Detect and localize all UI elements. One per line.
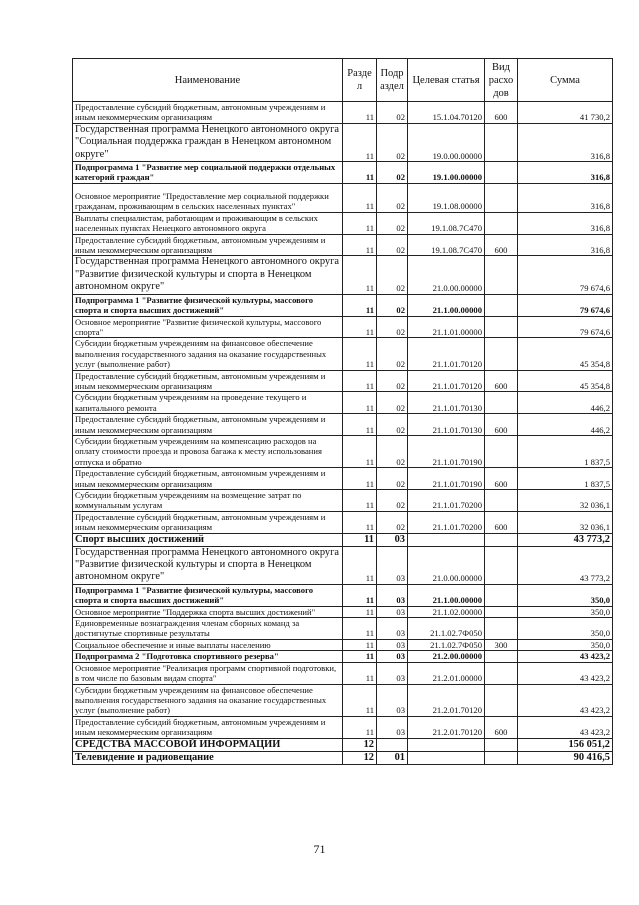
header-target-article: Целевая статья	[408, 59, 485, 102]
row-name-cell: Подпрограмма 1 "Развитие мер социальной поддержки отдельных категорий граждан"	[73, 162, 343, 184]
table-row	[73, 338, 613, 370]
row-section-cell: 11	[343, 316, 377, 338]
row-section-cell: 12	[343, 751, 377, 764]
row-section-cell: 11	[343, 414, 377, 436]
row-name-cell: Основное мероприятие "Развитие физической культуры, массового спорта"	[73, 316, 343, 338]
row-name-cell: Субсидии бюджетным учреждениям на финансовое обеспечение выполнения государственного задания на оказание государственных услуг (выполнение работ)	[73, 684, 343, 716]
row-target-article-cell	[408, 533, 485, 546]
row-sum-cell: 32 036,1	[518, 490, 613, 512]
header-expense-type: Вид расхо дов	[485, 59, 518, 102]
row-subsection-cell: 03	[377, 684, 408, 716]
row-section-cell: 11	[343, 102, 377, 124]
row-section-cell: 11	[343, 183, 377, 212]
row-section-cell: 11	[343, 651, 377, 662]
row-target-article-cell: 21.1.01.70120	[408, 370, 485, 392]
row-section-cell: 11	[343, 716, 377, 738]
row-sum-cell: 45 354,8	[518, 370, 613, 392]
row-target-article-cell: 21.2.01.00000	[408, 662, 485, 684]
row-sum-cell: 316,8	[518, 183, 613, 212]
row-sum-cell: 43 773,2	[518, 546, 613, 584]
row-subsection-cell: 02	[377, 162, 408, 184]
row-target-article-cell: 21.1.01.70130	[408, 414, 485, 436]
row-section-cell: 11	[343, 490, 377, 512]
row-target-article-cell: 19.1.00.00000	[408, 162, 485, 184]
row-section-cell: 11	[343, 123, 377, 161]
row-expense-type-cell	[485, 684, 518, 716]
row-expense-type-cell: 600	[485, 511, 518, 533]
row-expense-type-cell	[485, 490, 518, 512]
table-row	[73, 546, 613, 584]
row-subsection-cell: 02	[377, 256, 408, 294]
row-sum-cell: 350,0	[518, 584, 613, 606]
row-section-cell: 11	[343, 511, 377, 533]
table-row	[73, 651, 613, 662]
row-subsection-cell: 03	[377, 606, 408, 617]
budget-table-container	[72, 58, 612, 765]
row-expense-type-cell	[485, 751, 518, 764]
row-target-article-cell: 21.0.00.00000	[408, 546, 485, 584]
row-section-cell: 11	[343, 468, 377, 490]
row-name-cell: Субсидии бюджетным учреждениям на возмещение затрат по коммунальным услугам	[73, 490, 343, 512]
row-section-cell: 11	[343, 392, 377, 414]
row-section-cell: 11	[343, 370, 377, 392]
table-row	[73, 162, 613, 184]
row-name-cell: Подпрограмма 1 "Развитие физической культуры, массового спорта и спорта высших достижений"	[73, 294, 343, 316]
row-target-article-cell: 21.1.01.70190	[408, 435, 485, 467]
row-section-cell: 11	[343, 294, 377, 316]
row-subsection-cell: 03	[377, 533, 408, 546]
row-section-cell: 11	[343, 256, 377, 294]
row-name-cell: Основное мероприятие "Предоставление мер социальной поддержки гражданам, проживающим в сельских населенных пунктах"	[73, 183, 343, 212]
row-sum-cell: 316,8	[518, 162, 613, 184]
row-section-cell: 12	[343, 738, 377, 751]
row-expense-type-cell	[485, 392, 518, 414]
row-name-cell: Основное мероприятие "Поддержка спорта высших достижений"	[73, 606, 343, 617]
row-subsection-cell: 02	[377, 468, 408, 490]
row-expense-type-cell	[485, 584, 518, 606]
table-header-row	[73, 59, 613, 102]
row-expense-type-cell	[485, 662, 518, 684]
row-name-cell: Предоставление субсидий бюджетным, автономным учреждениям и иным некоммерческим организациям	[73, 716, 343, 738]
budget-table	[72, 58, 613, 765]
row-sum-cell: 156 051,2	[518, 738, 613, 751]
row-name-cell: Субсидии бюджетным учреждениям на проведение текущего и капитального ремонта	[73, 392, 343, 414]
row-sum-cell: 79 674,6	[518, 294, 613, 316]
row-subsection-cell: 01	[377, 751, 408, 764]
row-name-cell: Предоставление субсидий бюджетным, автономным учреждениям и иным некоммерческим организациям	[73, 511, 343, 533]
row-expense-type-cell: 600	[485, 370, 518, 392]
table-row	[73, 584, 613, 606]
row-subsection-cell: 03	[377, 618, 408, 640]
row-name-cell: Предоставление субсидий бюджетным, автономным учреждениям и иным некоммерческим организациям	[73, 102, 343, 124]
row-target-article-cell: 19.1.08.00000	[408, 183, 485, 212]
row-name-cell: Социальное обеспечение и иные выплаты населению	[73, 639, 343, 650]
table-row	[73, 639, 613, 650]
row-target-article-cell	[408, 738, 485, 751]
row-expense-type-cell: 600	[485, 468, 518, 490]
row-expense-type-cell	[485, 618, 518, 640]
row-expense-type-cell	[485, 546, 518, 584]
table-row	[73, 716, 613, 738]
row-sum-cell: 43 423,2	[518, 716, 613, 738]
row-sum-cell: 90 416,5	[518, 751, 613, 764]
row-expense-type-cell	[485, 212, 518, 234]
row-section-cell: 11	[343, 338, 377, 370]
row-name-cell: Единовременные вознаграждения членам сборных команд за достигнутые спортивные результаты	[73, 618, 343, 640]
row-name-cell: Подпрограмма 2 "Подготовка спортивного резерва"	[73, 651, 343, 662]
row-sum-cell: 45 354,8	[518, 338, 613, 370]
row-subsection-cell: 02	[377, 511, 408, 533]
row-expense-type-cell: 600	[485, 716, 518, 738]
row-expense-type-cell	[485, 738, 518, 751]
row-name-cell: Субсидии бюджетным учреждениям на финансовое обеспечение выполнения государственного задания на оказание государственных услуг (выполнение работ)	[73, 338, 343, 370]
row-expense-type-cell: 600	[485, 102, 518, 124]
row-subsection-cell: 02	[377, 102, 408, 124]
row-subsection-cell: 02	[377, 370, 408, 392]
row-subsection-cell: 02	[377, 294, 408, 316]
row-subsection-cell: 02	[377, 392, 408, 414]
row-expense-type-cell: 300	[485, 639, 518, 650]
table-row	[73, 294, 613, 316]
row-section-cell: 11	[343, 546, 377, 584]
row-target-article-cell: 21.1.00.00000	[408, 584, 485, 606]
row-sum-cell: 446,2	[518, 392, 613, 414]
row-sum-cell: 43 423,2	[518, 684, 613, 716]
row-target-article-cell: 21.1.01.70200	[408, 511, 485, 533]
row-expense-type-cell	[485, 533, 518, 546]
row-target-article-cell: 21.1.01.70200	[408, 490, 485, 512]
row-sum-cell: 350,0	[518, 639, 613, 650]
header-sum: Сумма	[518, 59, 613, 102]
row-name-cell: Предоставление субсидий бюджетным, автономным учреждениям и иным некоммерческим организациям	[73, 234, 343, 256]
row-sum-cell: 79 674,6	[518, 316, 613, 338]
row-subsection-cell: 03	[377, 546, 408, 584]
row-expense-type-cell: 600	[485, 414, 518, 436]
row-name-cell: Субсидии бюджетным учреждениям на компенсацию расходов на оплату стоимости проезда и провоза багажа к месту использования отпуска и обратно	[73, 435, 343, 467]
row-section-cell: 11	[343, 234, 377, 256]
table-row	[73, 435, 613, 467]
row-name-cell: Государственная программа Ненецкого автономного округа "Развитие физической культуры и спорта в Ненецком автономном округе"	[73, 546, 343, 584]
row-target-article-cell: 19.1.08.7C470	[408, 234, 485, 256]
table-row	[73, 662, 613, 684]
row-name-cell: Спорт высших достижений	[73, 533, 343, 546]
table-row	[73, 684, 613, 716]
row-target-article-cell: 21.1.01.70190	[408, 468, 485, 490]
row-subsection-cell: 03	[377, 639, 408, 650]
row-subsection-cell	[377, 738, 408, 751]
table-row	[73, 183, 613, 212]
row-target-article-cell: 21.1.01.00000	[408, 316, 485, 338]
table-row	[73, 490, 613, 512]
table-row	[73, 316, 613, 338]
row-subsection-cell: 03	[377, 716, 408, 738]
page-number: 71	[313, 842, 326, 856]
row-expense-type-cell	[485, 123, 518, 161]
row-expense-type-cell	[485, 435, 518, 467]
row-sum-cell: 41 730,2	[518, 102, 613, 124]
row-name-cell: Государственная программа Ненецкого автономного округа "Социальная поддержка граждан в Ненецком автономном округе"	[73, 123, 343, 161]
table-row	[73, 618, 613, 640]
row-name-cell: Предоставление субсидий бюджетным, автономным учреждениям и иным некоммерческим организациям	[73, 370, 343, 392]
header-subsection: Подр аздел	[377, 59, 408, 102]
table-row	[73, 606, 613, 617]
row-section-cell: 11	[343, 618, 377, 640]
row-target-article-cell: 21.1.02.00000	[408, 606, 485, 617]
table-row	[73, 751, 613, 764]
table-row	[73, 511, 613, 533]
table-row	[73, 738, 613, 751]
row-subsection-cell: 02	[377, 414, 408, 436]
row-target-article-cell: 15.1.04.70120	[408, 102, 485, 124]
row-subsection-cell: 03	[377, 651, 408, 662]
row-section-cell: 11	[343, 584, 377, 606]
row-sum-cell: 43 773,2	[518, 533, 613, 546]
row-name-cell: Предоставление субсидий бюджетным, автономным учреждениям и иным некоммерческим организациям	[73, 414, 343, 436]
table-row	[73, 370, 613, 392]
table-row	[73, 468, 613, 490]
row-target-article-cell: 21.1.01.70130	[408, 392, 485, 414]
header-section: Разде л	[343, 59, 377, 102]
row-subsection-cell: 02	[377, 490, 408, 512]
row-target-article-cell: 21.2.01.70120	[408, 716, 485, 738]
row-target-article-cell: 21.2.00.00000	[408, 651, 485, 662]
row-target-article-cell: 21.1.02.7Ф050	[408, 618, 485, 640]
row-subsection-cell: 02	[377, 316, 408, 338]
row-expense-type-cell	[485, 162, 518, 184]
row-sum-cell: 350,0	[518, 606, 613, 617]
row-sum-cell: 316,8	[518, 123, 613, 161]
row-sum-cell: 316,8	[518, 212, 613, 234]
row-sum-cell: 1 837,5	[518, 435, 613, 467]
row-sum-cell: 1 837,5	[518, 468, 613, 490]
row-target-article-cell	[408, 751, 485, 764]
row-sum-cell: 316,8	[518, 234, 613, 256]
row-target-article-cell: 21.0.00.00000	[408, 256, 485, 294]
row-expense-type-cell	[485, 651, 518, 662]
row-expense-type-cell	[485, 183, 518, 212]
row-subsection-cell: 02	[377, 212, 408, 234]
row-target-article-cell: 21.1.01.70120	[408, 338, 485, 370]
row-name-cell: Выплаты специалистам, работающим и проживающим в сельских населенных пунктах Ненецкого автономного округа	[73, 212, 343, 234]
row-section-cell: 11	[343, 606, 377, 617]
table-row	[73, 392, 613, 414]
header-name: Наименование	[73, 59, 343, 102]
row-sum-cell: 79 674,6	[518, 256, 613, 294]
row-subsection-cell: 02	[377, 183, 408, 212]
row-section-cell: 11	[343, 533, 377, 546]
row-name-cell: Подпрограмма 1 "Развитие физической культуры, массового спорта и спорта высших достижений"	[73, 584, 343, 606]
row-subsection-cell: 02	[377, 234, 408, 256]
row-section-cell: 11	[343, 435, 377, 467]
row-subsection-cell: 02	[377, 435, 408, 467]
row-name-cell: Предоставление субсидий бюджетным, автономным учреждениям и иным некоммерческим организациям	[73, 468, 343, 490]
row-sum-cell: 32 036,1	[518, 511, 613, 533]
row-sum-cell: 350,0	[518, 618, 613, 640]
row-target-article-cell: 21.1.00.00000	[408, 294, 485, 316]
row-subsection-cell: 02	[377, 123, 408, 161]
row-name-cell: Телевидение и радиовещание	[73, 751, 343, 764]
row-sum-cell: 43 423,2	[518, 651, 613, 662]
row-sum-cell: 43 423,2	[518, 662, 613, 684]
table-row	[73, 414, 613, 436]
table-row	[73, 234, 613, 256]
table-row	[73, 256, 613, 294]
row-subsection-cell: 02	[377, 338, 408, 370]
table-row	[73, 123, 613, 161]
table-row	[73, 212, 613, 234]
row-target-article-cell: 19.1.08.7C470	[408, 212, 485, 234]
row-target-article-cell: 21.1.02.7Ф050	[408, 639, 485, 650]
table-row	[73, 102, 613, 124]
row-name-cell: СРЕДСТВА МАССОВОЙ ИНФОРМАЦИИ	[73, 738, 343, 751]
row-section-cell: 11	[343, 662, 377, 684]
row-name-cell: Основное мероприятие "Реализация программ спортивной подготовки, в том числе по базовым видам спорта"	[73, 662, 343, 684]
row-expense-type-cell	[485, 294, 518, 316]
row-expense-type-cell: 600	[485, 234, 518, 256]
row-name-cell: Государственная программа Ненецкого автономного округа "Развитие физической культуры и спорта в Ненецком автономном округе"	[73, 256, 343, 294]
row-expense-type-cell	[485, 338, 518, 370]
row-target-article-cell: 21.2.01.70120	[408, 684, 485, 716]
row-sum-cell: 446,2	[518, 414, 613, 436]
row-subsection-cell: 03	[377, 662, 408, 684]
row-expense-type-cell	[485, 256, 518, 294]
row-section-cell: 11	[343, 684, 377, 716]
table-row	[73, 533, 613, 546]
row-expense-type-cell	[485, 606, 518, 617]
row-subsection-cell: 03	[377, 584, 408, 606]
row-section-cell: 11	[343, 639, 377, 650]
row-section-cell: 11	[343, 212, 377, 234]
row-expense-type-cell	[485, 316, 518, 338]
row-section-cell: 11	[343, 162, 377, 184]
row-target-article-cell: 19.0.00.00000	[408, 123, 485, 161]
table-body	[73, 102, 613, 765]
